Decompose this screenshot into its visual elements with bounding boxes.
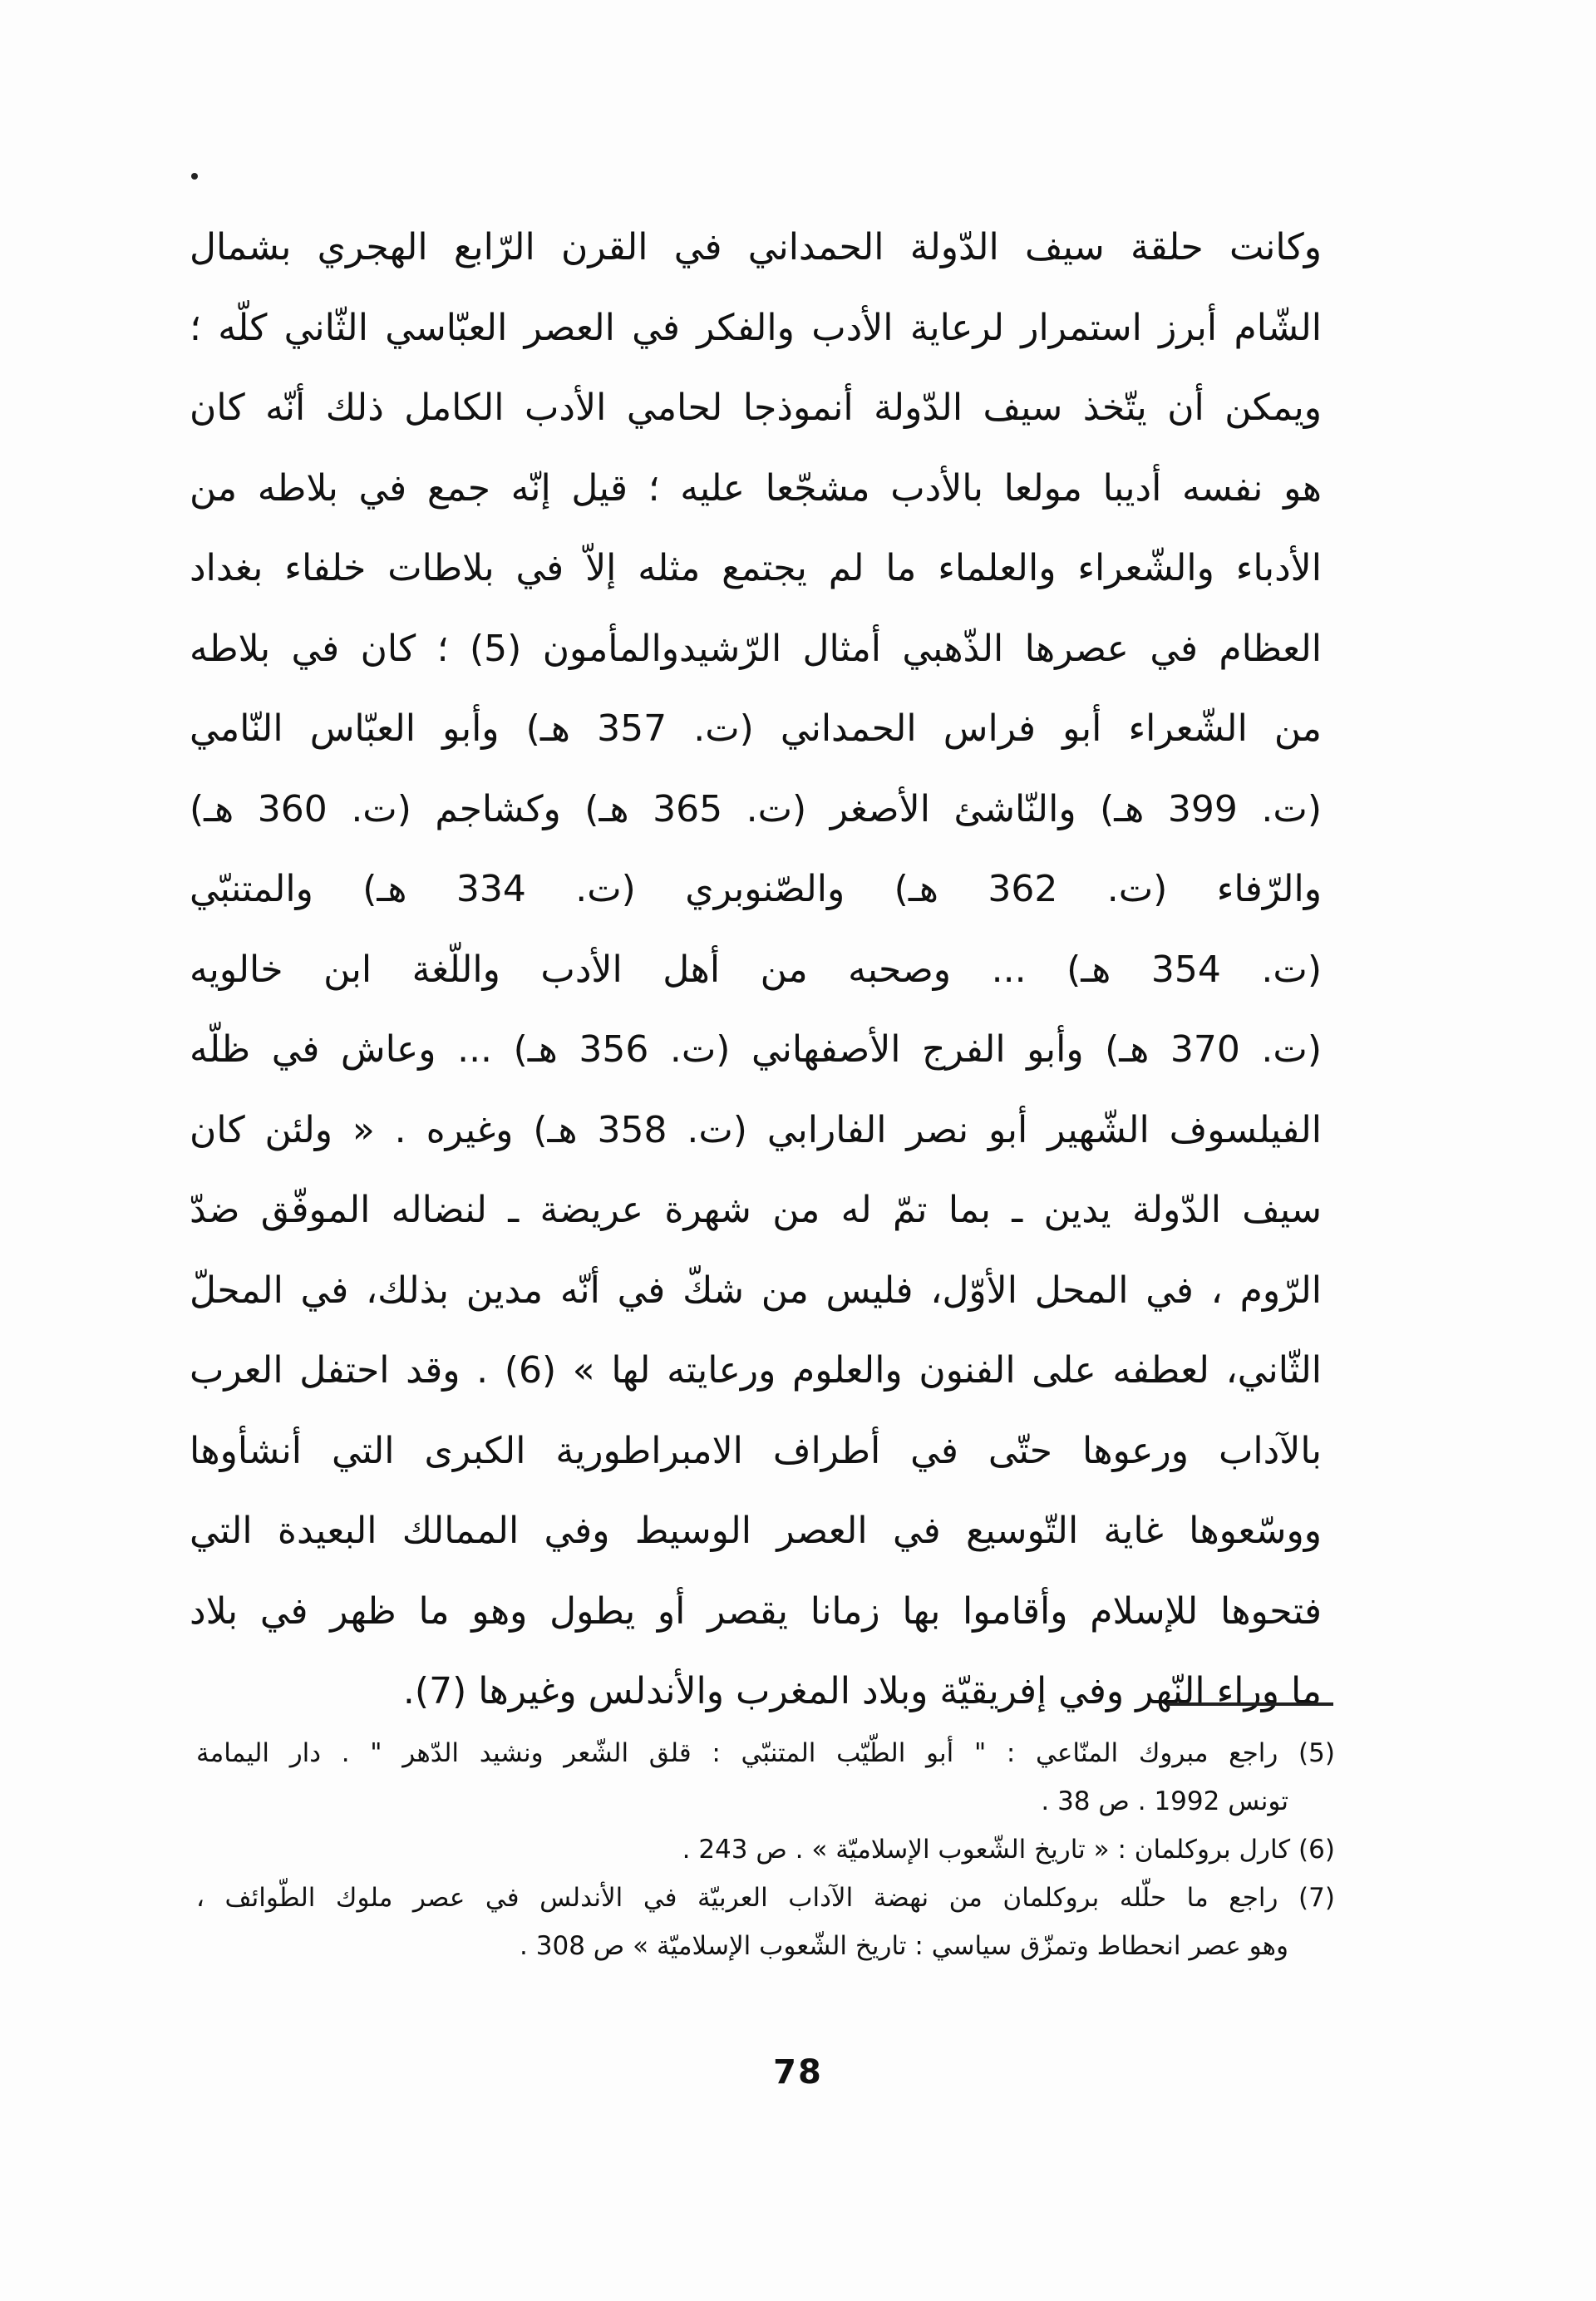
page-number: 78 <box>773 2053 823 2092</box>
main-paragraph <box>190 208 1322 1732</box>
footnotes <box>196 1729 1335 1970</box>
paragraph-line: الشّام أبرز استمرار لرعاية الأدب والفكر في العصر العبّاسي الثّاني كلّه ؛ <box>190 306 1322 349</box>
footnote-5-continuation: تونس 1992 . ص 38 . <box>1041 1786 1288 1816</box>
paragraph-line: الأدباء والشّعراء والعلماء ما لم يجتمع مثله إلاّ في بلاطات خلفاء بغداد <box>190 547 1322 589</box>
paragraph-line: سيف الدّولة يدين ـ بما تمّ له من شهرة عريضة ـ لنضاله الموفّق ضدّ <box>190 1189 1322 1231</box>
paragraph-line: والرّفاء (ت. 362 هـ) والصّنوبري (ت. 334 هـ) والمتنبّي <box>190 868 1322 910</box>
paragraph-line: الثّاني، لعطفه على الفنون والعلوم ورعايته لها » (6) . وقد احتفل العرب <box>190 1349 1323 1392</box>
paragraph-line: ووسّعوها غاية التّوسيع في العصر الوسيط وفي الممالك البعيدة التي <box>190 1510 1322 1552</box>
paragraph-line: الفيلسوف الشّهير أبو نصر الفارابي (ت. 358 هـ) وغيره . « ولئن كان <box>190 1108 1323 1151</box>
footnote-7: (7) راجع ما حلّله بروكلمان من نهضة الآداب العربيّة في الأندلس في عصر ملوك الطّوائف ، <box>196 1883 1335 1913</box>
paragraph-line: (ت. 370 هـ) وأبو الفرج الأصفهاني (ت. 356 هـ) ... وعاش في ظلّه <box>190 1028 1322 1071</box>
paragraph-line: (ت. 354 هـ) ... وصحبه من أهل الأدب واللّغة ابن خالويه <box>190 948 1322 991</box>
scan-speck <box>191 173 198 180</box>
footnote-separator <box>1167 1702 1333 1706</box>
paragraph-line: (ت. 399 هـ) والنّاشئ الأصغر (ت. 365 هـ) وكشاجم (ت. 360 هـ) <box>190 787 1323 830</box>
paragraph-line: هو نفسه أديبا مولعا بالأدب مشجّعا عليه ؛ قيل إنّه جمع في بلاطه من <box>190 466 1322 510</box>
paragraph-line: فتحوها للإسلام وأقاموا بها زمانا يقصر أو يطول وهو ما ظهر في بلاد <box>190 1589 1322 1633</box>
footnote-7-continuation: وهو عصر انحطاط وتمزّق سياسي : تاريخ الشّعوب الإسلاميّة » ص 308 . <box>520 1931 1288 1961</box>
paragraph-line: وكانت حلقة سيف الدّولة الحمداني في القرن الرّابع الهجري بشمال <box>190 226 1322 269</box>
paragraph-line: بالآداب ورعوها حتّى في أطراف الامبراطورية الكبرى التي أنشأوها <box>190 1429 1322 1472</box>
paragraph-line: ما وراء النّهر وفي إفريقيّة وبلاد المغرب والأندلس وغيرها (7). <box>402 1670 1322 1712</box>
footnote-6: (6) كارل بروكلمان : « تاريخ الشّعوب الإسلاميّة » . ص 243 . <box>682 1835 1335 1865</box>
paragraph-line: العظام في عصرها الذّهبي أمثال الرّشيدوالمأمون (5) ؛ كان في بلاطه <box>190 627 1322 670</box>
paragraph-line: الرّوم ، في المحل الأوّل، فليس من شكّ في أنّه مدين بذلك، في المحلّ <box>190 1269 1322 1312</box>
paragraph-line: ويمكن أن يتّخذ سيف الدّولة أنموذجا لحامي الأدب الكامل ذلك أنّه كان <box>190 387 1322 429</box>
footnote-5: (5) راجع مبروك المنّاعي : " أبو الطّيّب المتنبّي : قلق الشّعر ونشيد الدّهر " . دار اليمامة <box>196 1738 1335 1768</box>
paragraph-line: من الشّعراء أبو فراس الحمداني (ت. 357 هـ) وأبو العبّاس النّامي <box>190 707 1322 750</box>
